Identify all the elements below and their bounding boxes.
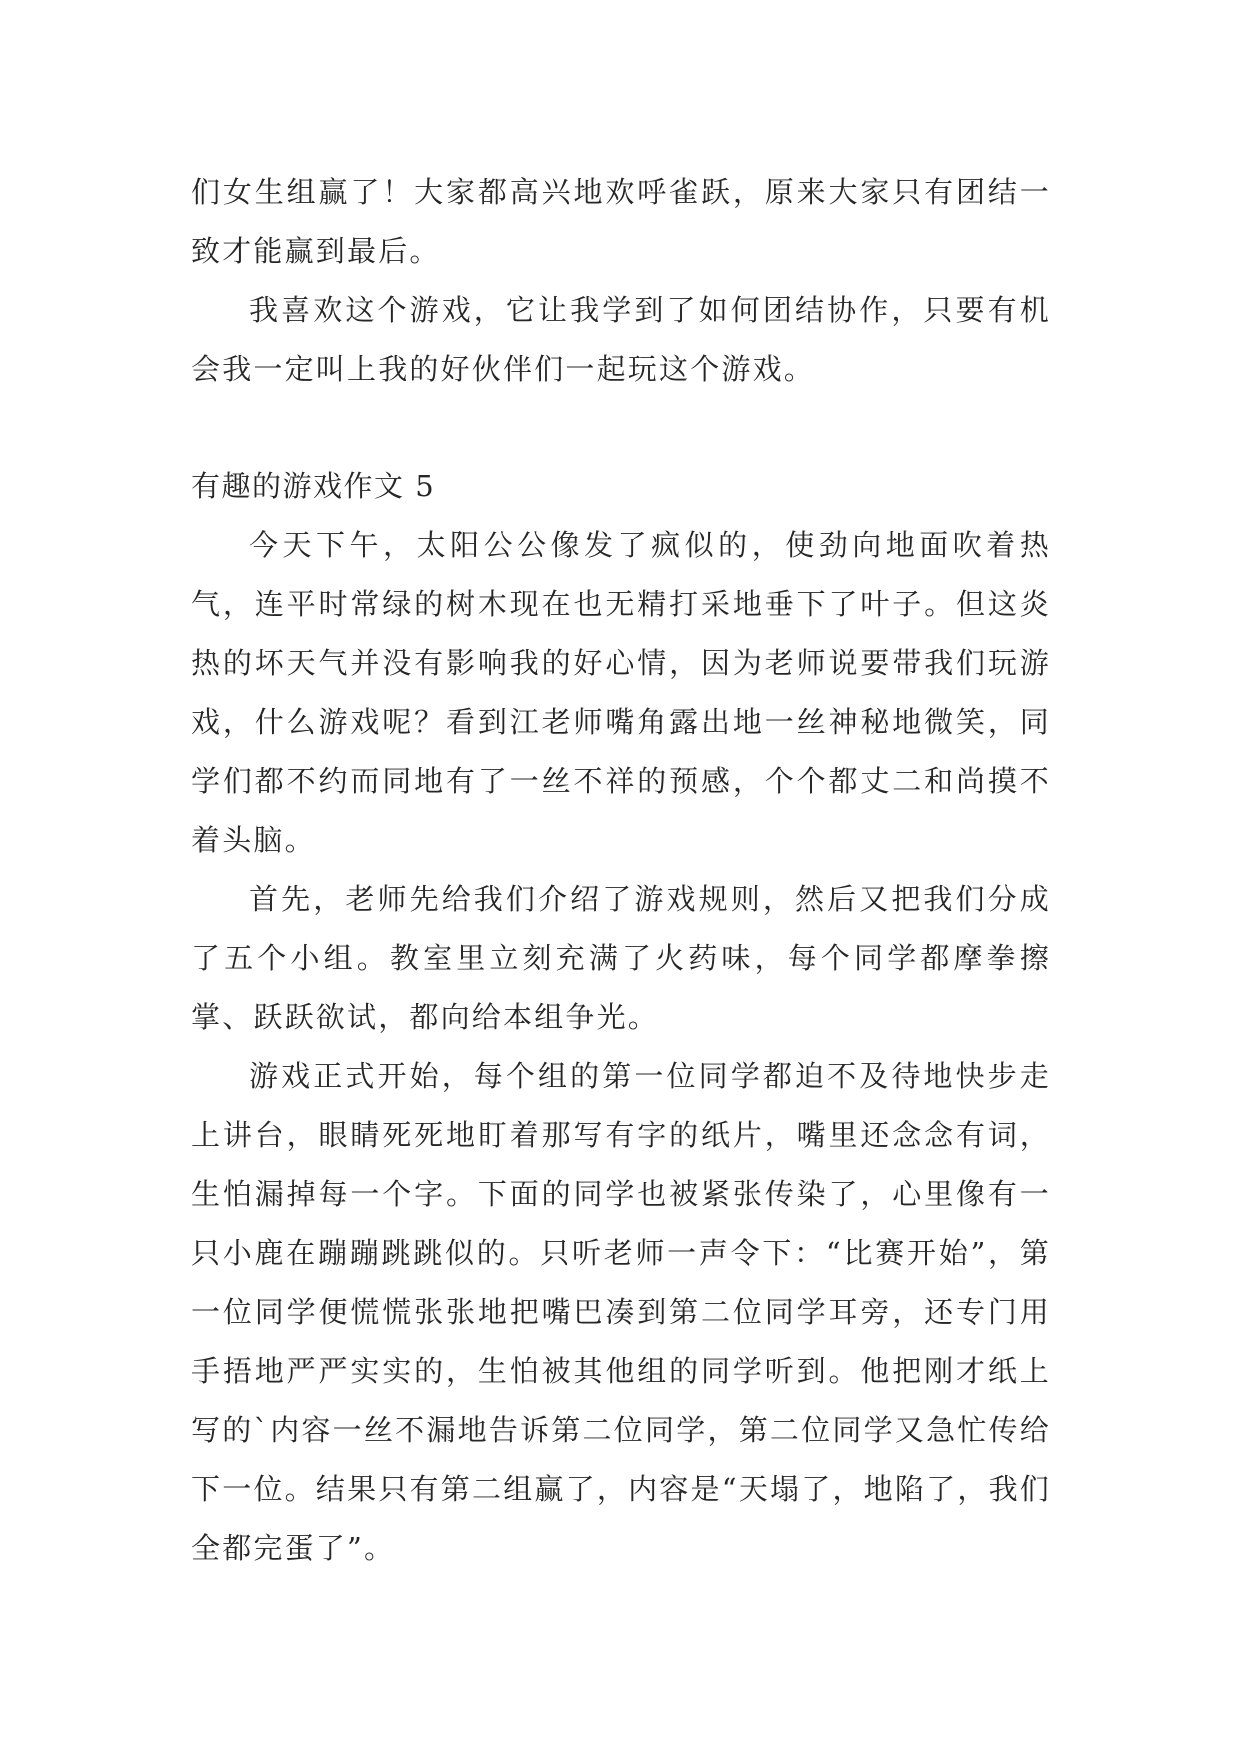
paragraph: 首先，老师先给我们介绍了游戏规则，然后又把我们分成了五个小组。教室里立刻充满了火药味，每个同学都摩拳擦掌、跃跃欲试，都向给本组争光。 bbox=[191, 882, 1051, 1034]
paragraph: 我喜欢这个游戏，它让我学到了如何团结协作，只要有机会我一定叫上我的好伙伴们一起玩这个游戏。 bbox=[191, 293, 1051, 386]
document-body bbox=[191, 163, 1051, 1578]
paragraph: 今天下午，太阳公公像发了疯似的，使劲向地面吹着热气，连平时常绿的树木现在也无精打采地垂下了叶子。但这炎热的坏天气并没有影响我的好心情，因为老师说要带我们玩游戏，什么游戏呢？看到江老师嘴角露出地一丝神秘地微笑，同学们都不约而同地有了一丝不祥的预感，个个都丈二和尚摸不着头脑。 bbox=[191, 528, 1051, 857]
paragraph: 游戏正式开始，每个组的第一位同学都迫不及待地快步走上讲台，眼睛死死地盯着那写有字的纸片，嘴里还念念有词，生怕漏掉每一个字。下面的同学也被紧张传染了，心里像有一只小鹿在蹦蹦跳跳似的。只听老师一声令下：“比赛开始”，第一位同学便慌慌张张地把嘴巴凑到第二位同学耳旁，还专门用手捂地严严实实的，生怕被其他组的同学听到。他把刚才纸上写的`内容一丝不漏地告诉第二位同学，第二位同学又急忙传给下一位。结果只有第二组赢了，内容是“天塌了，地陷了，我们全都完蛋了”。 bbox=[191, 1059, 1051, 1565]
section-heading: 有趣的游戏作文 5 bbox=[191, 469, 436, 503]
paragraph-continuation: 们女生组赢了！大家都高兴地欢呼雀跃，原来大家只有团结一致才能赢到最后。 bbox=[191, 175, 1051, 268]
